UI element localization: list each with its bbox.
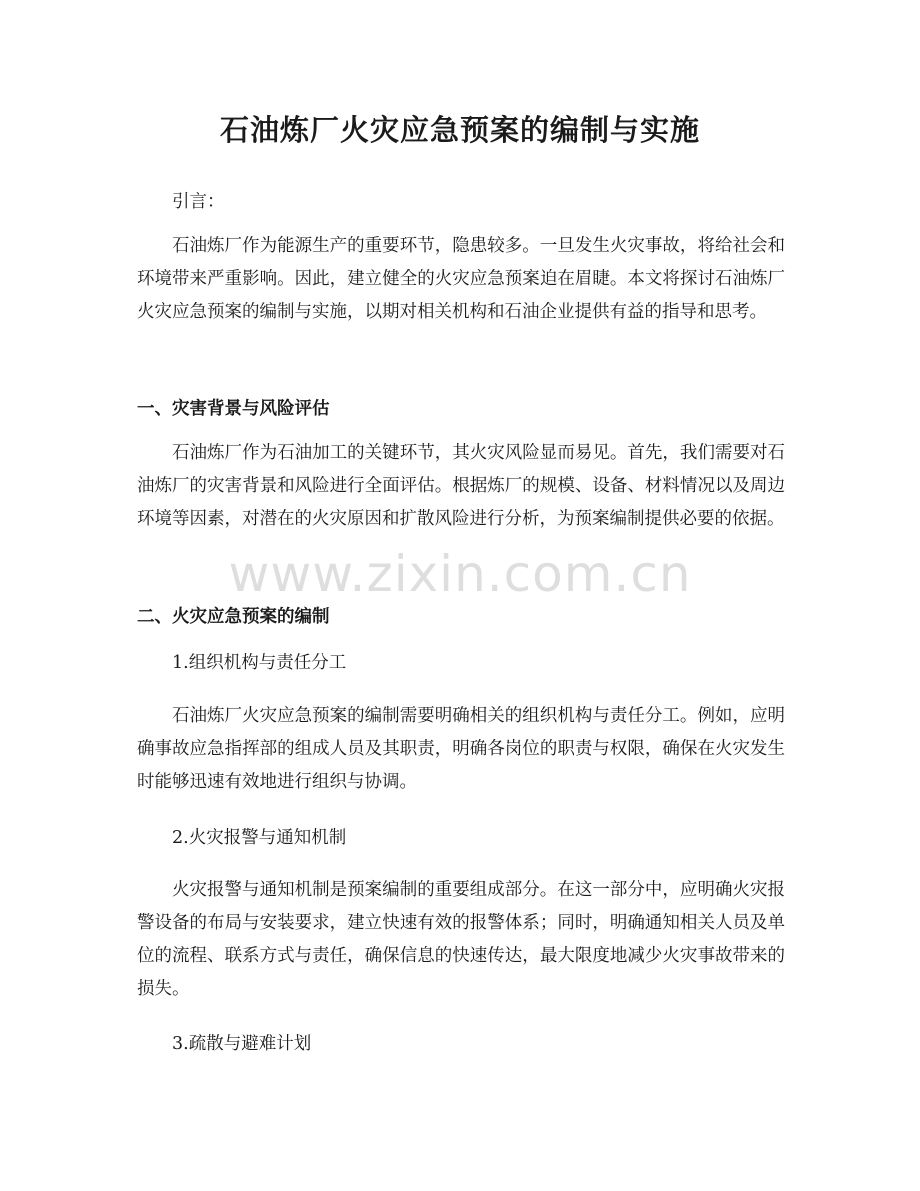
watermark: www.zixin.com.cn xyxy=(228,545,692,603)
sub1-heading: 1.组织机构与责任分工 xyxy=(172,653,347,673)
section2-heading: 二、火灾应急预案的编制 xyxy=(137,607,330,627)
section1-paragraph: 石油炼厂作为石油加工的关键环节，其火灾风险显而易见。首先，我们需要对石油炼厂的灾害背景和风险进行全面评估。根据炼厂的规模、设备、材料情况以及周边环境等因素，对潜在的火灾原因和扩散风险进行分析，为预案编制提供必要的依据。 xyxy=(137,443,785,529)
sub3-heading: 3.疏散与避难计划 xyxy=(172,1034,312,1054)
section1-heading: 一、灾害背景与风险评估 xyxy=(137,399,330,419)
document-title: 石油炼厂火灾应急预案的编制与实施 xyxy=(219,113,700,147)
intro-paragraph: 石油炼厂作为能源生产的重要环节，隐患较多。一旦发生火灾事故，将给社会和环境带来严重影响。因此，建立健全的火灾应急预案迫在眉睫。本文将探讨石油炼厂火灾应急预案的编制与实施，以期对相关机构和石油企业提供有益的指导和思考。 xyxy=(137,236,785,322)
sub1-paragraph: 石油炼厂火灾应急预案的编制需要明确相关的组织机构与责任分工。例如，应明确事故应急指挥部的组成人员及其职责，明确各岗位的职责与权限，确保在火灾发生时能够迅速有效地进行组织与协调。 xyxy=(137,706,785,792)
intro-label: 引言： xyxy=(172,192,225,212)
sub2-paragraph: 火灾报警与通知机制是预案编制的重要组成部分。在这一部分中，应明确火灾报警设备的布局与安装要求，建立快速有效的报警体系；同时，明确通知相关人员及单位的流程、联系方式与责任，确保信息的快速传达，最大限度地减少火灾事故带来的损失。 xyxy=(137,880,785,999)
sub2-heading: 2.火灾报警与通知机制 xyxy=(172,828,347,848)
